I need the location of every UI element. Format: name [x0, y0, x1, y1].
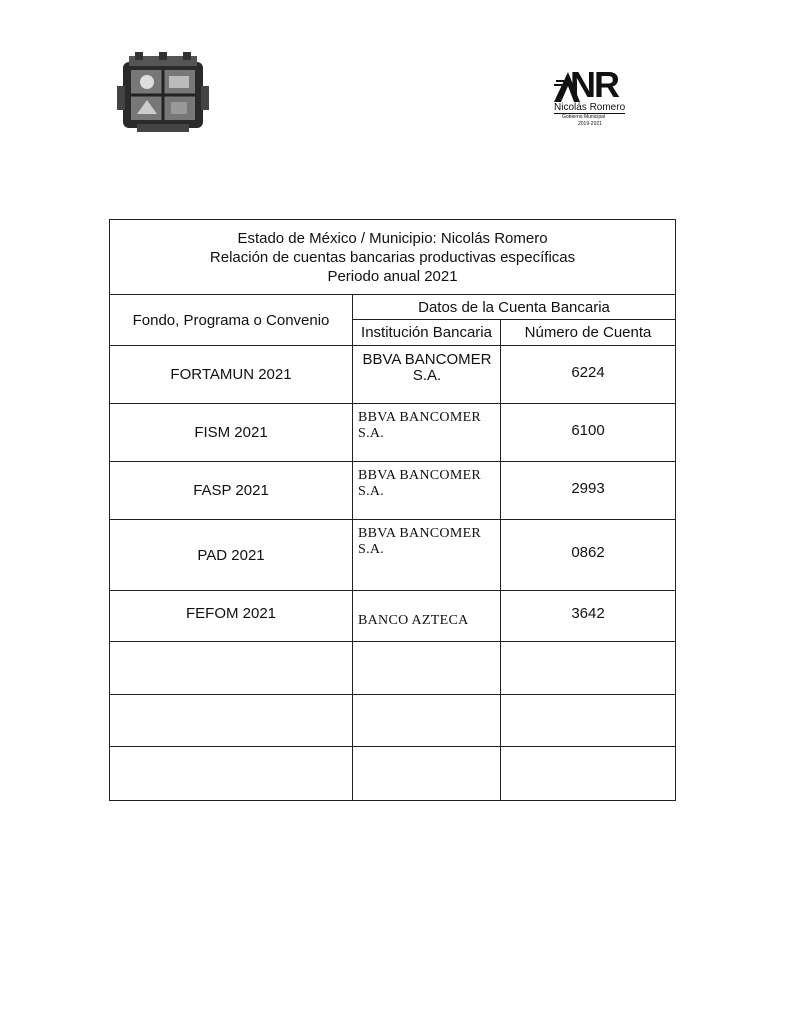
table-row: [110, 462, 676, 520]
account-cell: 0862: [501, 520, 676, 591]
empty-cell: [353, 747, 501, 801]
account-cell: 3642: [501, 591, 676, 642]
table-row: [110, 346, 676, 404]
empty-row: [110, 642, 676, 695]
institution-cell: [353, 346, 501, 404]
empty-cell: [501, 642, 676, 695]
logo-years: 2019-2021: [578, 121, 602, 127]
institution-cell: [353, 462, 501, 520]
institution-line-2: S.A.: [358, 484, 385, 499]
institution-line-1: BBVA BANCOMER: [358, 526, 482, 541]
table-row: [110, 404, 676, 462]
institution-cell: [353, 520, 501, 591]
account-cell: 6224: [501, 346, 676, 404]
fund-cell: FASP 2021: [110, 462, 353, 520]
institution-cell: [353, 591, 501, 642]
fund-cell: PAD 2021: [110, 520, 353, 591]
institution-line-2: S.A.: [358, 542, 385, 557]
empty-cell: [353, 642, 501, 695]
institution-line-1: BBVA BANCOMER: [358, 468, 482, 483]
table-row: [110, 591, 676, 642]
institution-line-1: BBVA BANCOMER: [358, 410, 482, 425]
table-title: [110, 220, 676, 295]
empty-cell: [110, 747, 353, 801]
institution-line-1: BBVA BANCOMER: [362, 351, 492, 368]
account-cell: 2993: [501, 462, 676, 520]
institution-line-2: S.A.: [412, 367, 442, 384]
table-row: [110, 520, 676, 591]
empty-cell: [110, 642, 353, 695]
logo-mark: NR: [570, 64, 618, 105]
empty-row: [110, 695, 676, 747]
nicolas-romero-logo: [548, 66, 638, 136]
header-institution: Institución Bancaria: [353, 320, 501, 346]
fund-cell: FISM 2021: [110, 404, 353, 462]
empty-cell: [501, 747, 676, 801]
header-account: Número de Cuenta: [501, 320, 676, 346]
logo-subtitle: Gobierno Municipal: [562, 114, 606, 120]
empty-cell: [501, 695, 676, 747]
fund-cell: FORTAMUN 2021: [110, 346, 353, 404]
title-line-1: Estado de México / Municipio: Nicolás Romero: [237, 229, 548, 247]
header-fund: Fondo, Programa o Convenio: [110, 295, 353, 346]
empty-cell: [110, 695, 353, 747]
title-line-2: Relación de cuentas bancarias productivas específicas: [209, 248, 576, 266]
empty-cell: [353, 695, 501, 747]
institution-line-1: BANCO AZTECA: [358, 613, 469, 628]
empty-row: [110, 747, 676, 801]
header-bank-group: Datos de la Cuenta Bancaria: [353, 295, 676, 320]
fund-cell: FEFOM 2021: [110, 591, 353, 642]
logo-name: Nicolás Romero: [554, 102, 626, 113]
institution-line-2: S.A.: [358, 426, 385, 441]
institution-cell: [353, 404, 501, 462]
coat-of-arms-logo: [117, 52, 209, 134]
bank-accounts-table: [109, 219, 676, 801]
account-cell: 6100: [501, 404, 676, 462]
title-line-3: Periodo anual 2021: [327, 267, 458, 285]
